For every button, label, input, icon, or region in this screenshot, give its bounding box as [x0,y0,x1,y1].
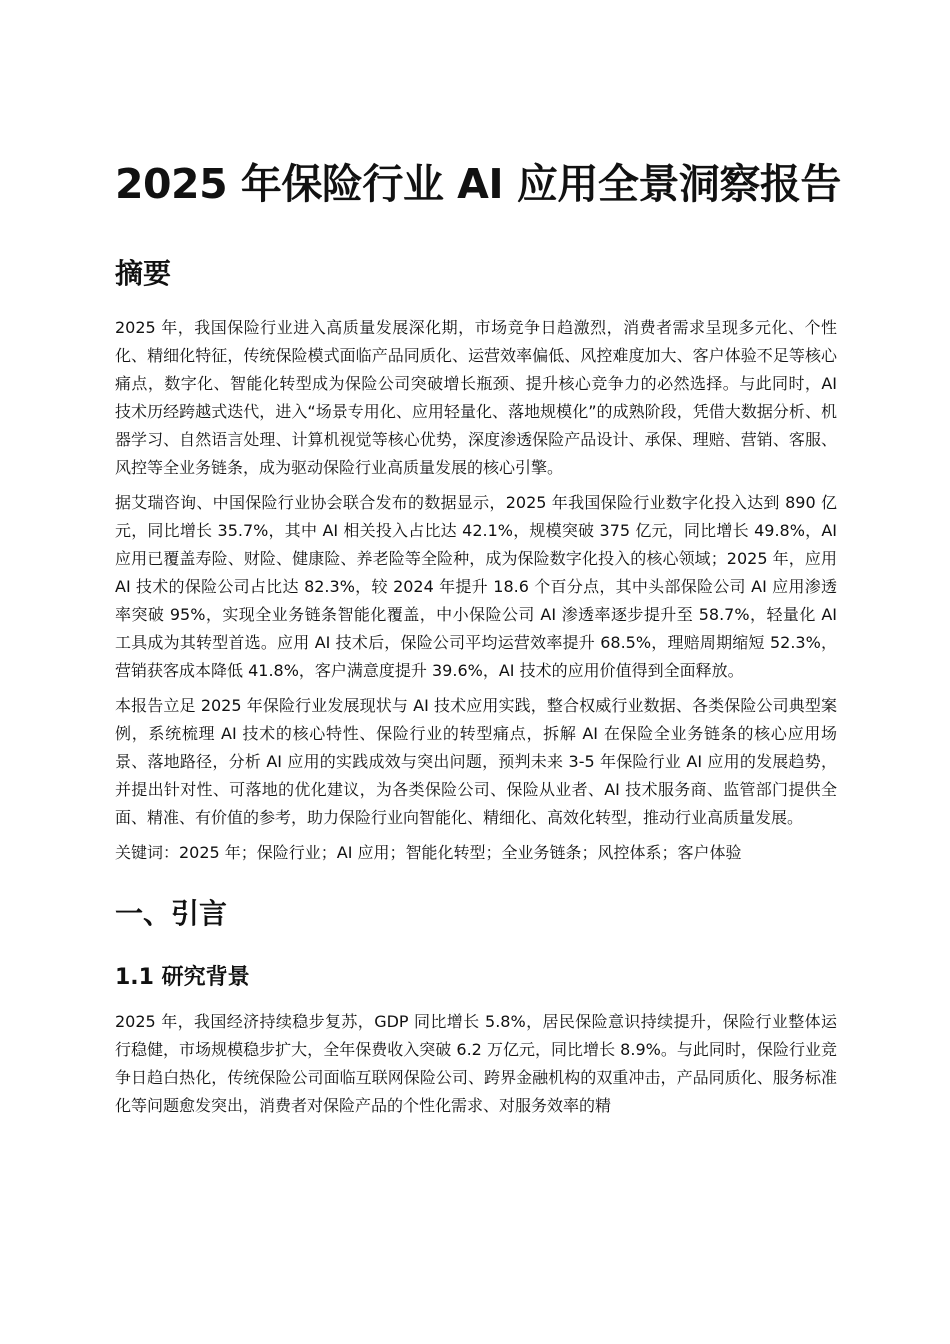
research-background-paragraph: 2025 年，我国经济持续稳步复苏，GDP 同比增长 5.8%，居民保险意识持续提升，保险行业整体运行稳健，市场规模稳步扩大，全年保费收入突破 6.2 万亿元，同比增长 8.9%。与此同时，保险行业竞争日趋白热化，传统保险公司面临互联网保险公司、跨界金融机构的双重冲击，产品同质化、服务标准化等问题愈发突出，消费者对保险产品的个性化需求、对服务效率的精 [115,1012,837,1115]
section-heading-introduction: 一、引言 [115,897,228,930]
abstract-paragraph-1: 2025 年，我国保险行业进入高质量发展深化期，市场竞争日趋激烈，消费者需求呈现多元化、个性化、精细化特征，传统保险模式面临产品同质化、运营效率偏低、风控难度加大、客户体验不足等核心痛点，数字化、智能化转型成为保险公司突破增长瓶颈、提升核心竞争力的必然选择。与此同时，AI 技术历经跨越式迭代，进入“场景专用化、应用轻量化、落地规模化”的成熟阶段，凭借大数据分析、机器学习、自然语言处理、计算机视觉等核心优势，深度渗透保险产品设计、承保、理赔、营销、客服、风控等全业务链条，成为驱动保险行业高质量发展的核心引擎。 [115,318,837,477]
abstract-paragraph-3: 本报告立足 2025 年保险行业发展现状与 AI 技术应用实践，整合权威行业数据、各类保险公司典型案例，系统梳理 AI 技术的核心特性、保险行业的转型痛点，拆解 AI 在保险全业务链条的核心应用场景、落地路径，分析 AI 应用的实践成效与突出问题，预判未来 3-5 年保险行业 AI 应用的发展趋势，并提出针对性、可落地的优化建议，为各类保险公司、保险从业者、AI 技术服务商、监管部门提供全面、精准、有价值的参考，助力保险行业向智能化、精细化、高效化转型，推动行业高质量发展。 [115,696,837,827]
abstract-heading: 摘要 [115,257,172,290]
keywords-line: 关键词：2025 年；保险行业；AI 应用；智能化转型；全业务链条；风控体系；客户体验 [115,843,742,862]
document-page [115,150,841,1127]
document-title: 2025 年保险行业 AI 应用全景洞察报告 [115,160,841,208]
abstract-paragraph-2: 据艾瑞咨询、中国保险行业协会联合发布的数据显示，2025 年我国保险行业数字化投入达到 890 亿元，同比增长 35.7%，其中 AI 相关投入占比达 42.1%，规模突破 375 亿元，同比增长 49.8%，AI 应用已覆盖寿险、财险、健康险、养老险等全险种，成为保险数字化投入的核心领域；2025 年，应用 AI 技术的保险公司占比达 82.3%，较 2024 年提升 18.6 个百分点，其中头部保险公司 AI 应用渗透率突破 95%，实现全业务链条智能化覆盖，中小保险公司 AI 渗透率逐步提升至 58.7%，轻量化 AI 工具成为其转型首选。应用 AI 技术后，保险公司平均运营效率提升 68.5%，理赔周期缩短 52.3%，营销获客成本降低 41.8%，客户满意度提升 39.6%，AI 技术的应用价值得到全面释放。 [115,493,837,680]
subsection-heading-research-background: 1.1 研究背景 [115,965,250,990]
